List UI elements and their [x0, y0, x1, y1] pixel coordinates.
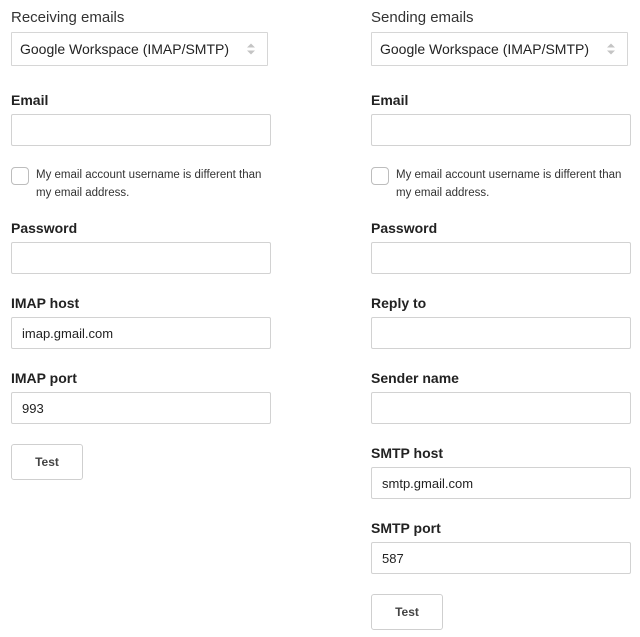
sending-password-field[interactable]: [371, 242, 631, 274]
receiving-username-checkbox-label: My email account username is different than my email address.: [36, 169, 262, 199]
receiving-password-field[interactable]: [11, 242, 271, 274]
receiving-email-label: Email: [11, 92, 49, 108]
receiving-email-field[interactable]: [11, 114, 271, 146]
receiving-provider-select[interactable]: [11, 32, 268, 66]
sender-name-field[interactable]: [371, 392, 631, 424]
receiving-provider-value: Google Workspace (IMAP/SMTP): [20, 41, 230, 57]
smtp-host-label: SMTP host: [371, 445, 444, 461]
sending-emails-title: Sending emails: [371, 9, 474, 26]
sending-provider-select[interactable]: [371, 32, 628, 66]
reply-to-field[interactable]: [371, 317, 631, 349]
sending-password-label: Password: [371, 220, 438, 236]
select-arrows-icon: [606, 42, 616, 56]
smtp-port-label: SMTP port: [371, 520, 441, 536]
imap-host-label: IMAP host: [11, 295, 80, 311]
smtp-port-field[interactable]: [371, 542, 631, 574]
sender-name-label: Sender name: [371, 370, 459, 386]
sending-provider-value: Google Workspace (IMAP/SMTP): [380, 41, 590, 57]
imap-port-field[interactable]: [11, 392, 271, 424]
sending-email-field[interactable]: [371, 114, 631, 146]
smtp-host-field[interactable]: [371, 467, 631, 499]
receiving-test-button[interactable]: Test: [11, 444, 83, 480]
receiving-emails-title: Receiving emails: [11, 9, 125, 26]
sending-test-button[interactable]: Test: [371, 594, 443, 630]
sending-username-checkbox-label: My email account username is different than my email address.: [396, 169, 622, 199]
imap-port-label: IMAP port: [11, 370, 77, 386]
sending-email-label: Email: [371, 92, 409, 108]
imap-host-field[interactable]: [11, 317, 271, 349]
receiving-password-label: Password: [11, 220, 78, 236]
reply-to-label: Reply to: [371, 295, 427, 311]
select-arrows-icon: [246, 42, 256, 56]
sending-username-checkbox[interactable]: [371, 167, 389, 185]
receiving-username-checkbox[interactable]: [11, 167, 29, 185]
